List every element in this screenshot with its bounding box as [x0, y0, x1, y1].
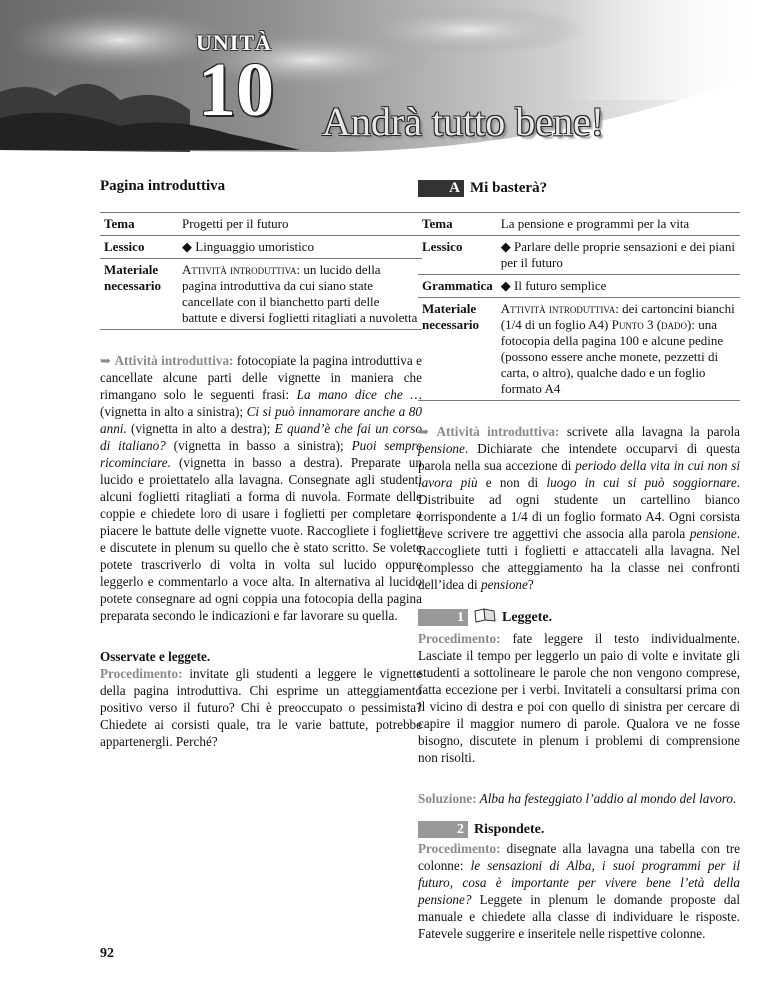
row-value: ◆ Linguaggio umoristico: [178, 236, 422, 259]
intro-activity-paragraph: [100, 352, 422, 624]
arrow-right-icon: ➥: [418, 424, 430, 439]
table-row: [100, 236, 422, 259]
row-key: Tema: [100, 213, 178, 236]
text: (vignetta in basso a destra). Preparate un lucido e proiettatelo alla lavagna. Consegnate agli studenti alcuni foglietti ritagliati a forma di nuvola. Formate delle coppie e chiedete loro di usare i foglietti per completare a piacere le battute delle vignette vuote. Raccogliete i foglietti e discutete in plenum su quello che è stato scritto. Se volete potete trascriverlo di volta in volta sul lucido oppure leggerlo e commentarlo a voce alta. In alternativa al lucido potete consegnare ad ogni coppia una fotocopia della pagina preparata secondo le indicazioni e far lavorare su quella.: [100, 455, 422, 623]
text: (vignetta in alto a sinistra);: [100, 404, 247, 419]
solution-label: Soluzione:: [418, 791, 477, 806]
observe-paragraph: [100, 665, 422, 750]
table-row: [418, 298, 740, 401]
exercise-number: 1: [418, 609, 468, 626]
intro-activity-label: Attività introduttiva:: [114, 353, 234, 368]
italic-word: pensione: [418, 441, 465, 456]
section-title-a: Mi basterà?: [470, 179, 548, 196]
row-value-text: : un lucido della pagina introduttiva da cui siano state cancellate con il bianchetto parti delle battute e diversi foglietti ritagliati a nuvoletta: [182, 262, 418, 325]
procedure-label: Procedimento:: [418, 631, 501, 646]
row-key: Materiale necessario: [418, 298, 497, 401]
exercise-1-header: [418, 607, 740, 628]
procedure-label: Procedimento:: [418, 841, 501, 856]
row-key: Tema: [418, 213, 497, 236]
unit-banner: [0, 0, 768, 160]
procedure-label: Procedimento:: [100, 666, 183, 681]
text: fate leggere il testo individualmente. Lasciate il tempo per leggerlo un paio di volte e invitate gli studenti a sottolineare le parole che non vengono comprese, fatta eccezione per i verbi. Invitateli a consultarsi prima con il vicino di destra e poi con quello di sinistra per cercare di capire il maggior numero di parole. Qualora ve ne fosse bisogno, discutete in plenum i problemi di comprensione non risolti.: [418, 631, 740, 765]
exercise-2-header: [418, 821, 740, 838]
row-key: Lessico: [418, 236, 497, 275]
page-number: 92: [100, 946, 114, 961]
quote: E quand’è che fai un corso di italiano?: [100, 421, 422, 453]
section-badge: A: [418, 180, 464, 197]
italic-word: periodo della vita in cui non si lavora più: [418, 458, 740, 490]
row-value-smallcaps: Attività introduttiva: [182, 262, 297, 277]
text: e non di: [477, 475, 547, 490]
text: scrivete alla lavagna la parola: [559, 424, 740, 439]
table-row: [100, 213, 422, 236]
solution-paragraph: [418, 790, 740, 807]
italic-text: le sensazioni di Alba, i suoi programmi per il futuro, cosa è importante per vivere bene l’età della pensione?: [418, 858, 740, 907]
text: disegnate alla lavagna una tabella con tre colonne:: [418, 841, 740, 873]
unit-title: Andrà tutto bene!: [322, 99, 605, 144]
row-key: Grammatica: [418, 275, 497, 298]
quote: Ci si può innamorare anche a 80 anni.: [100, 404, 422, 436]
row-value: Progetti per il futuro: [178, 213, 422, 236]
row-value: ◆ Parlare delle proprie sensazioni e dei piani per il futuro: [497, 236, 740, 275]
section-a-header: [418, 178, 740, 198]
italic-word: pensione: [689, 526, 737, 541]
intro-activity-paragraph: [418, 423, 740, 593]
row-value: [178, 259, 422, 330]
text: ?: [527, 577, 534, 592]
text: (vignetta in alto a destra);: [126, 421, 275, 436]
text: : dei cartoncini bianchi (1/4 di un foglio A4): [500, 301, 735, 332]
section-a-info-table: [418, 212, 740, 401]
row-value: ◆ Il futuro semplice: [497, 275, 740, 298]
text: : una fotocopia della pagina 100 e alcune pedine (possono essere anche monete, pezzetti di carta, o altro), qualche dado e un foglio formato A4: [500, 317, 724, 396]
intro-activity-label: Attività introduttiva:: [436, 424, 560, 439]
book-icon: [474, 607, 496, 628]
quote: Puoi sempre ricominciare.: [100, 438, 422, 470]
text: . Distribuite ad ogni studente un cartellino bianco corrispondente a 1/4 di un foglio formato A4. Ogni corsista deve scrivere tre aggettivi che associa alla parola: [418, 475, 740, 541]
table-row: [100, 259, 422, 330]
text: fotocopiate la pagina introduttiva e cancellate alcune parti delle vignette in maniera che rimangano solo le seguenti frasi:: [100, 353, 423, 402]
row-value-smallcaps: Punto 3 (dado): [611, 317, 692, 332]
italic-word: luogo in cui si può soggiornare: [546, 475, 737, 490]
observe-title: Osservate e leggete.: [100, 649, 211, 664]
row-value: [497, 298, 740, 401]
table-row: [418, 213, 740, 236]
text: Leggete in plenum le domande proposte dal manuale e chiedete alla classe di individuare le risposte. Fatevele suggerire e inseritele nelle rispettive colonne.: [418, 892, 740, 941]
row-value-smallcaps: Attività introduttiva: [500, 301, 616, 316]
exercise-2-paragraph: [418, 840, 740, 942]
exercise-title: Leggete.: [502, 610, 553, 625]
intro-info-table: [100, 212, 422, 330]
italic-word: pensione: [480, 577, 528, 592]
exercise-title: Rispondete.: [474, 822, 545, 837]
section-title-intro: Pagina introduttiva: [100, 178, 226, 194]
arrow-right-icon: ➥: [100, 353, 112, 368]
unit-label: UNITÀ: [196, 30, 272, 55]
exercise-number: 2: [418, 821, 468, 838]
quote: La mano dice che …: [296, 387, 422, 402]
text: . Dichiarate che intendete occuparvi di questa parola nella sua accezione di: [418, 441, 740, 473]
unit-number: 10: [198, 48, 274, 132]
row-key: Materiale necessario: [100, 259, 178, 330]
row-key: Lessico: [100, 236, 178, 259]
text: invitate gli studenti a leggere le vignette della pagina introduttiva. Chi esprime un atteggiamento positivo verso il futuro? Chi è preoccupato o pessimista? Chiedete ai corsisti quale, tra le varie battute, potrebbe appartenergli. Perché?: [100, 666, 422, 749]
table-row: [418, 275, 740, 298]
text: . Raccogliete tutti i foglietti e attaccateli alla lavagna. Nel complesso che atteggiamento ha la classe nei confronti dell’idea di: [418, 526, 740, 592]
exercise-1-paragraph: [418, 630, 740, 766]
left-column: [100, 178, 422, 764]
table-row: [418, 236, 740, 275]
right-column: [418, 178, 740, 956]
text: Alba ha festeggiato l’addio al mondo del lavoro.: [476, 791, 737, 806]
text: (vignetta in basso a sinistra);: [165, 438, 352, 453]
row-value: La pensione e programmi per la vita: [497, 213, 740, 236]
